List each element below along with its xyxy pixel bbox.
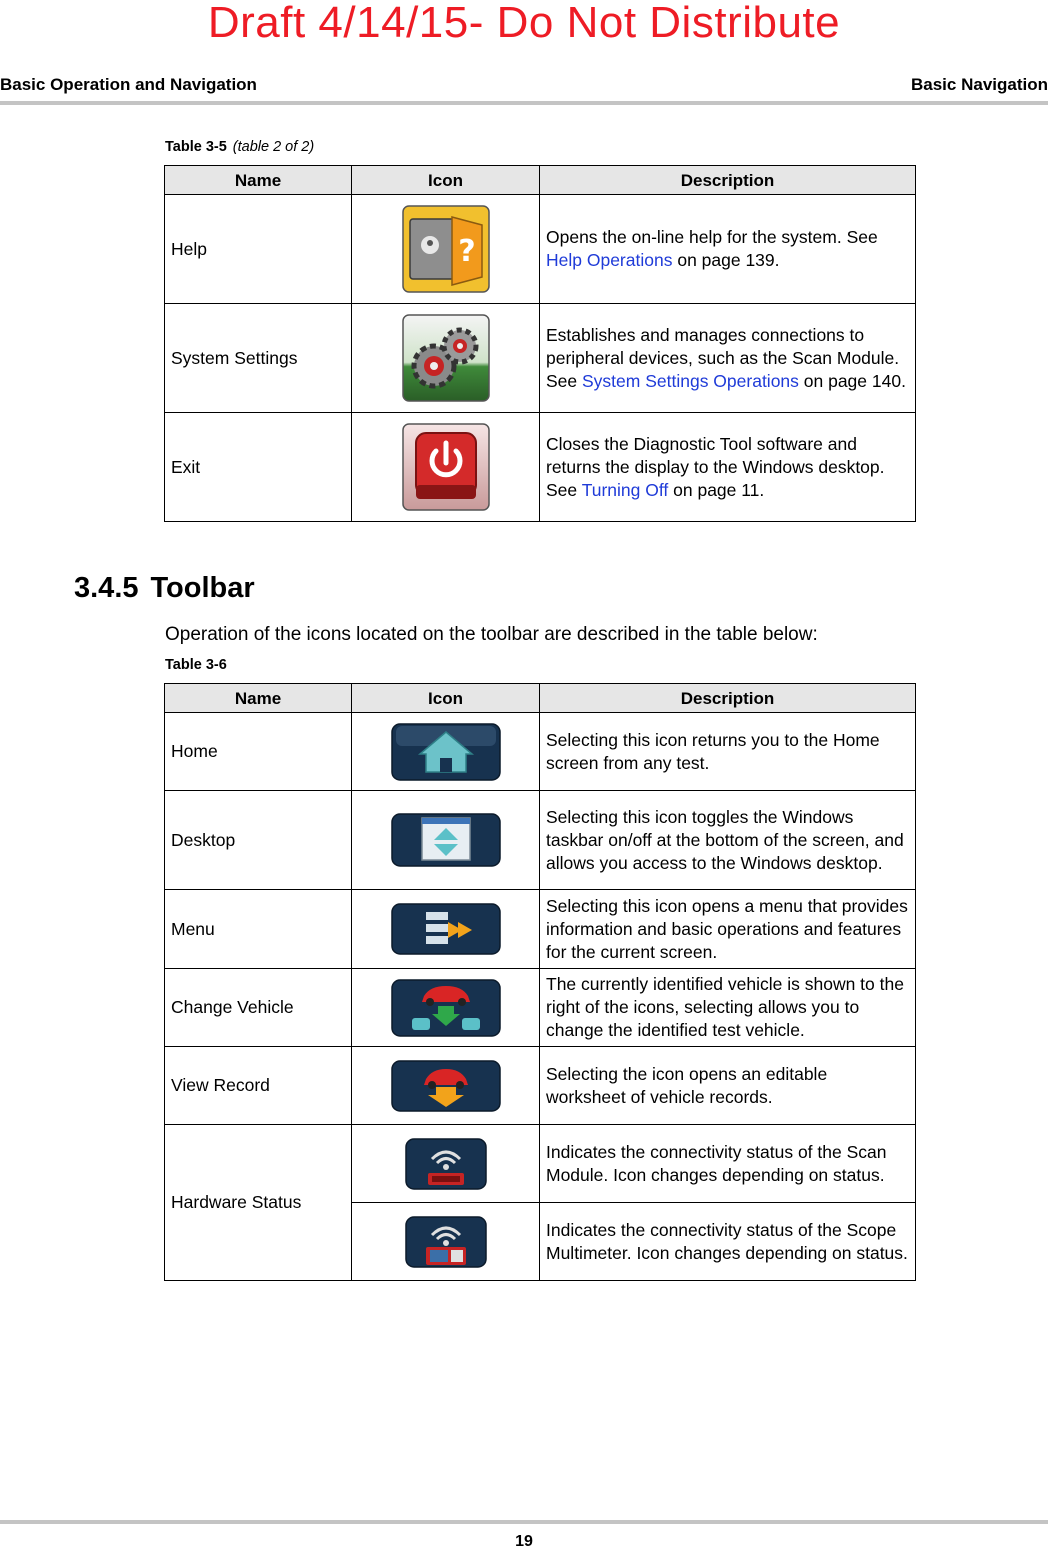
row-name: Exit <box>165 413 352 522</box>
help-operations-link[interactable]: Help Operations <box>546 250 673 270</box>
table-row <box>165 413 916 522</box>
row-name: System Settings <box>165 304 352 413</box>
table-header-row <box>165 684 916 713</box>
chapter-header: Basic Operation and Navigation <box>0 75 257 94</box>
table-header-row <box>165 166 916 195</box>
footer-rule <box>0 1520 1048 1524</box>
row-description: Indicates the connectivity status of the Scope Multimeter. Icon changes depending on status. <box>540 1203 916 1281</box>
scan-module-status-icon <box>404 1137 488 1191</box>
table-3-5 <box>164 165 916 522</box>
view-record-icon <box>390 1059 502 1113</box>
page-number: 19 <box>515 1533 533 1550</box>
desc-text: on page 140. <box>798 370 906 391</box>
caption-subtitle: (table 2 of 2) <box>232 139 315 155</box>
col-header-icon: Icon <box>352 166 540 195</box>
svg-text:?: ? <box>457 234 476 269</box>
caption-label: Table 3-5 <box>165 139 227 155</box>
row-name: View Record <box>165 1047 352 1125</box>
desktop-toggle-icon <box>390 812 502 868</box>
table-row <box>165 713 916 791</box>
power-exit-icon <box>402 423 490 511</box>
desc-text: Establishes and manages connections to peripheral devices, such as the Scan Module. See <box>546 324 900 391</box>
section-intro: Operation of the icons located on the toolbar are described in the table below: <box>165 624 818 645</box>
draft-watermark: Draft 4/14/15- Do Not Distribute <box>207 0 841 47</box>
row-name: Home <box>165 713 352 791</box>
desc-text: Closes the Diagnostic Tool software and returns the display to the Windows desktop. See <box>546 433 885 500</box>
row-description: Selecting this icon toggles the Windows taskbar on/off at the bottom of the screen, and allows you access to the Windows desktop. <box>540 791 916 890</box>
desc-text: Opens the on-line help for the system. See <box>546 227 878 247</box>
row-description <box>540 413 916 522</box>
section-heading <box>74 572 255 605</box>
col-header-description: Description <box>540 684 916 713</box>
table-3-5-caption <box>165 139 314 155</box>
help-book-icon <box>402 205 490 293</box>
col-header-description: Description <box>540 166 916 195</box>
gears-settings-icon <box>402 314 490 402</box>
header-rule <box>0 101 1048 105</box>
table-row <box>165 1047 916 1125</box>
row-name: Help <box>165 195 352 304</box>
home-icon <box>390 722 502 782</box>
table-row <box>165 195 916 304</box>
table-row <box>165 1125 916 1203</box>
change-vehicle-icon <box>390 978 502 1038</box>
menu-list-icon <box>390 902 502 956</box>
table-3-6 <box>164 683 916 1281</box>
row-description: Selecting this icon opens a menu that provides information and basic operations and features for the current screen. <box>540 890 916 969</box>
row-description: Indicates the connectivity status of the Scan Module. Icon changes depending on status. <box>540 1125 916 1203</box>
section-title: Toolbar <box>150 572 255 604</box>
turning-off-link[interactable]: Turning Off <box>581 479 669 500</box>
section-header: Basic Navigation <box>911 75 1048 94</box>
desc-text: on page 139. <box>672 250 780 270</box>
row-description: Selecting this icon returns you to the Home screen from any test. <box>540 713 916 791</box>
row-name: Change Vehicle <box>165 969 352 1047</box>
row-name: Hardware Status <box>165 1125 352 1281</box>
section-number: 3.4.5 <box>74 572 139 604</box>
col-header-name: Name <box>165 684 352 713</box>
desc-text: on page 11. <box>668 479 765 500</box>
table-row <box>165 969 916 1047</box>
system-settings-operations-link[interactable]: System Settings Operations <box>582 370 799 391</box>
row-name: Menu <box>165 890 352 969</box>
col-header-icon: Icon <box>352 684 540 713</box>
table-row <box>165 304 916 413</box>
row-description <box>540 195 916 304</box>
row-description <box>540 304 916 413</box>
col-header-name: Name <box>165 166 352 195</box>
table-3-6-caption: Table 3-6 <box>165 657 227 673</box>
row-name: Desktop <box>165 791 352 890</box>
scope-multimeter-status-icon <box>404 1215 488 1269</box>
row-description: Selecting the icon opens an editable worksheet of vehicle records. <box>540 1047 916 1125</box>
table-row <box>165 890 916 969</box>
table-row <box>165 791 916 890</box>
row-description: The currently identified vehicle is shown to the right of the icons, selecting allows you to change the identified test vehicle. <box>540 969 916 1047</box>
